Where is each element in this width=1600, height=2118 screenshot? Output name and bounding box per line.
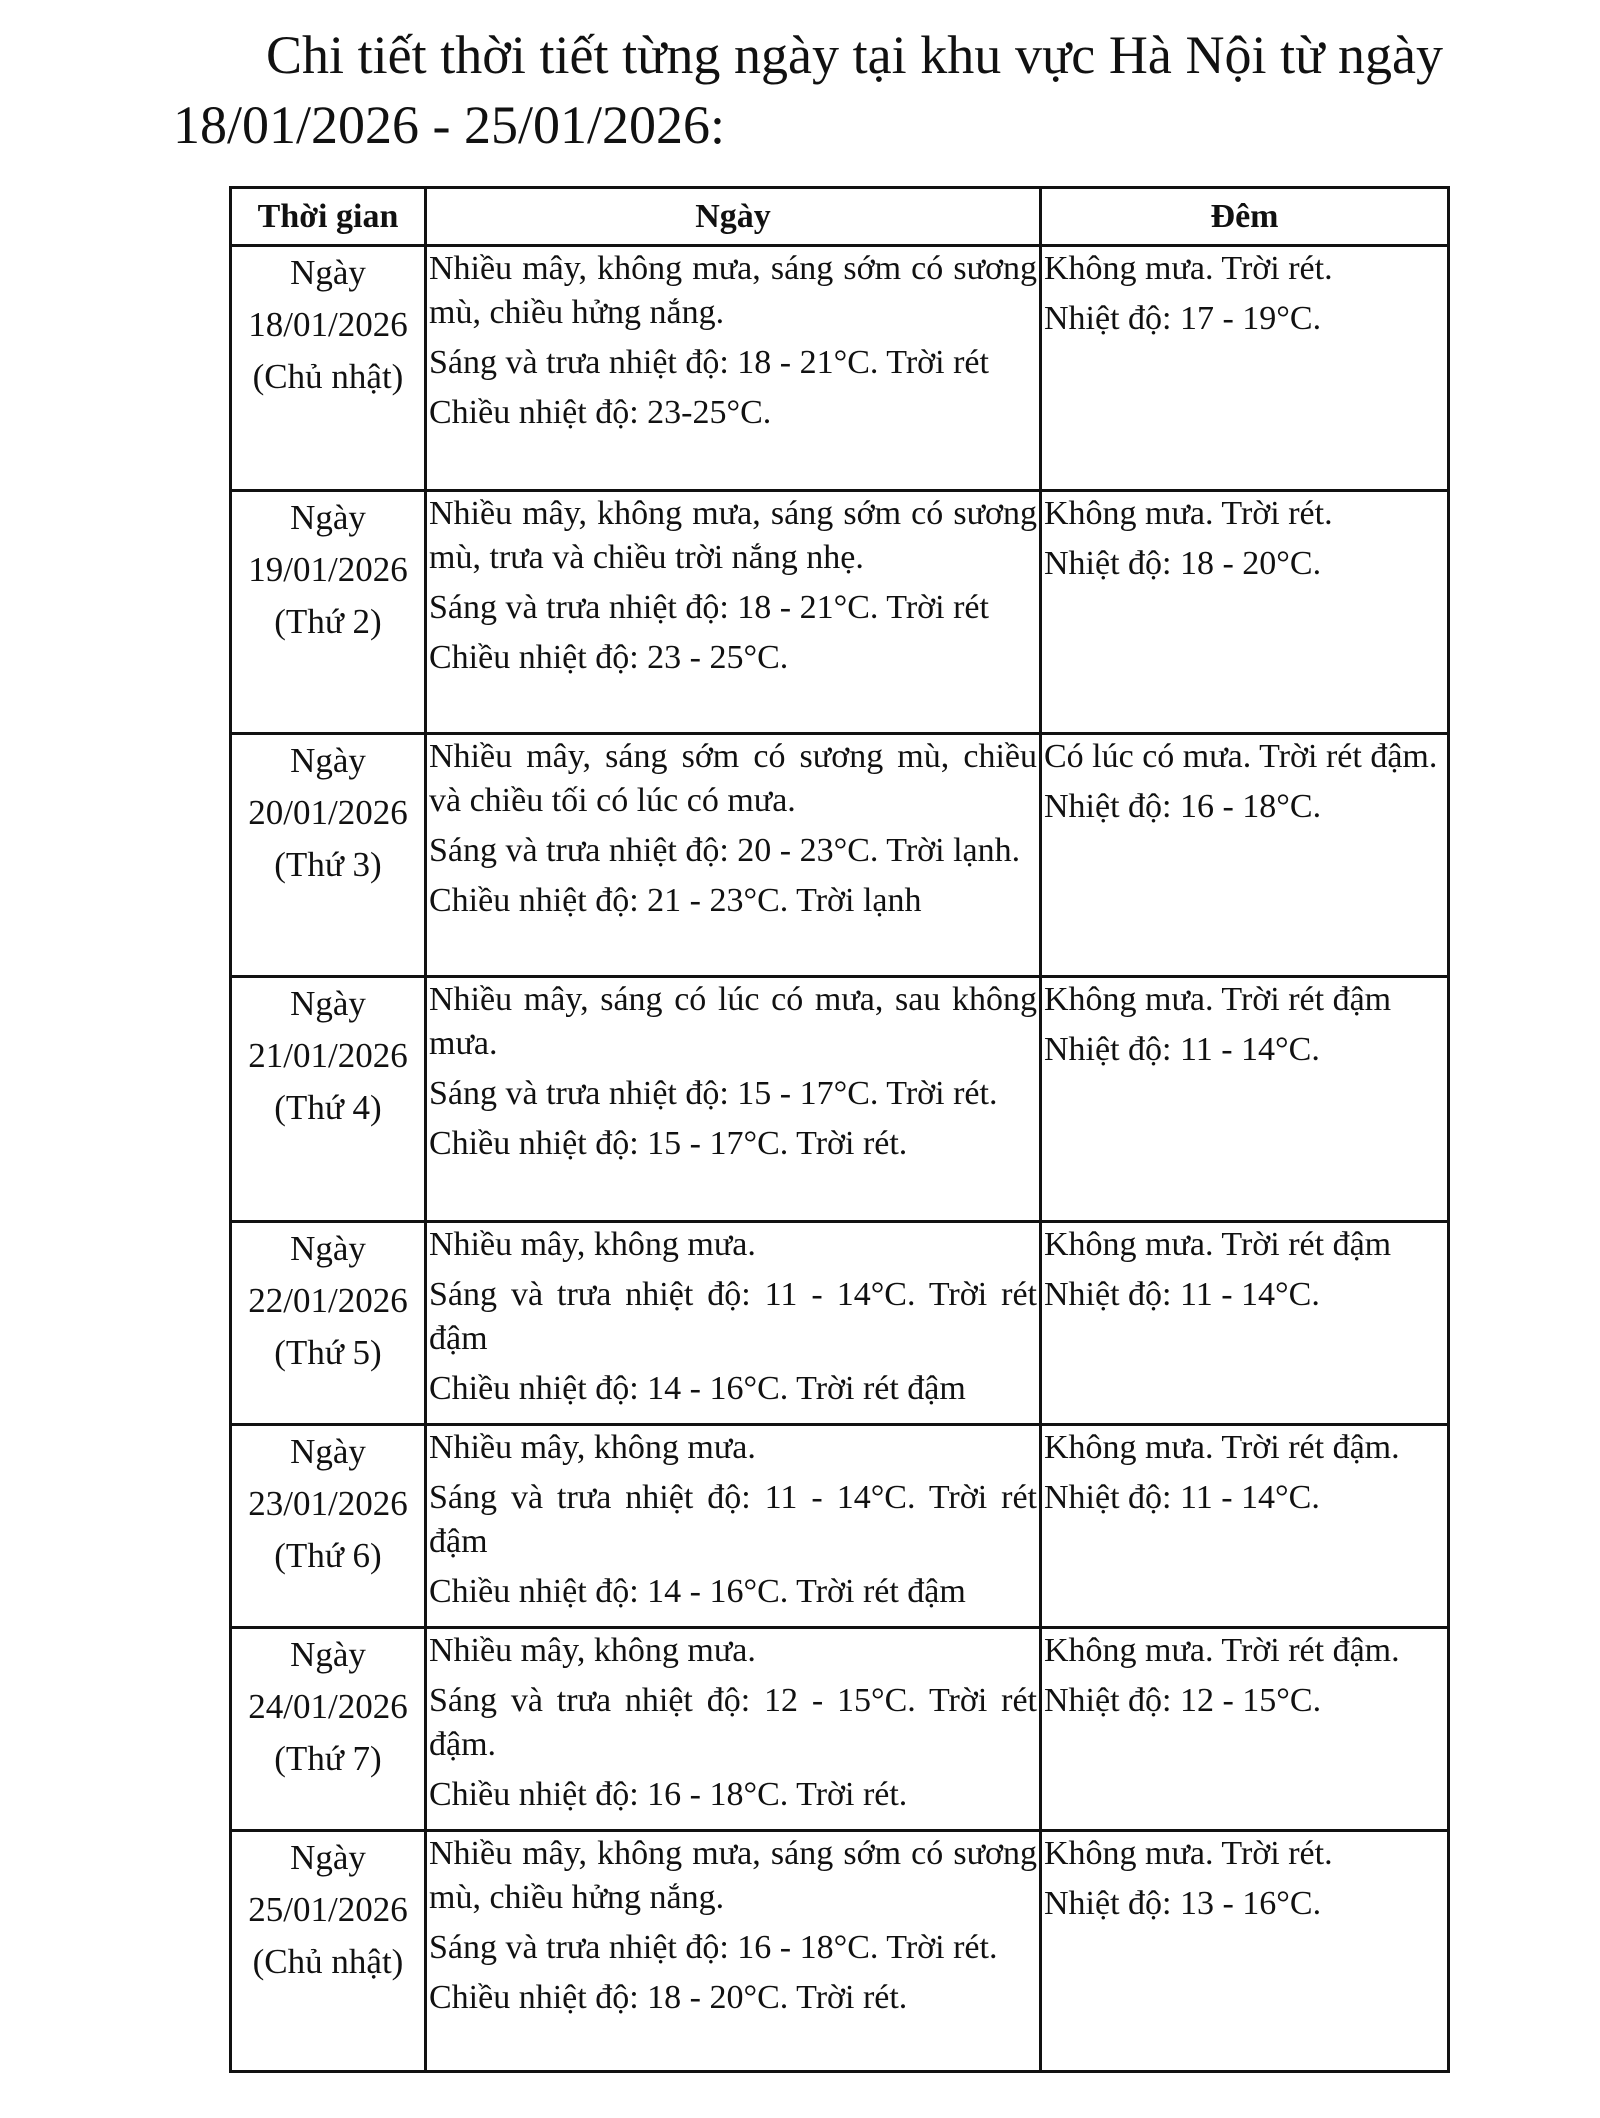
time-label: Ngày — [290, 741, 366, 780]
date-label: 23/01/2026 — [248, 1484, 408, 1523]
day-morning-temp: Sáng và trưa nhiệt độ: 16 - 18°C. Trời rét. — [429, 1929, 998, 1966]
time-cell — [231, 1628, 426, 1831]
night-cell — [1041, 1831, 1449, 2072]
day-morning-temp: Sáng và trưa nhiệt độ: 15 - 17°C. Trời rét. — [429, 1075, 998, 1112]
date-label: 19/01/2026 — [248, 550, 408, 589]
date-label: 22/01/2026 — [248, 1281, 408, 1320]
table-row — [231, 491, 1449, 734]
date-label: 18/01/2026 — [248, 305, 408, 344]
weekday-label: (Thứ 4) — [274, 1088, 382, 1127]
weekday-label: (Thứ 3) — [274, 845, 382, 884]
night-cell — [1041, 1628, 1449, 1831]
weekday-label: (Chủ nhật) — [252, 1942, 404, 1981]
day-cell — [426, 734, 1041, 977]
time-cell — [231, 1222, 426, 1425]
day-cell — [426, 1222, 1041, 1425]
night-cell — [1041, 734, 1449, 977]
night-cell — [1041, 1425, 1449, 1628]
day-cell — [426, 246, 1041, 491]
night-cell — [1041, 977, 1449, 1222]
weather-table — [229, 186, 1450, 2073]
time-cell — [231, 246, 426, 491]
night-cell — [1041, 1222, 1449, 1425]
night-temp: Nhiệt độ: 12 - 15°C. — [1044, 1682, 1322, 1719]
day-afternoon-temp: Chiều nhiệt độ: 23-25°C. — [429, 394, 772, 431]
day-cell — [426, 1831, 1041, 2072]
night-summary: Không mưa. Trời rét. — [1044, 495, 1333, 532]
table-row — [231, 1425, 1449, 1628]
day-summary: Nhiều mây, không mưa, sáng sớm có sương mù, chiều hửng nắng. — [429, 1835, 1037, 1916]
table-row — [231, 1222, 1449, 1425]
table-row — [231, 977, 1449, 1222]
day-summary: Nhiều mây, không mưa, sáng sớm có sương mù, trưa và chiều trời nắng nhẹ. — [429, 495, 1037, 576]
table-row — [231, 734, 1449, 977]
day-summary: Nhiều mây, không mưa. — [429, 1429, 756, 1466]
night-summary: Không mưa. Trời rét đậm — [1044, 981, 1392, 1018]
night-cell — [1041, 246, 1449, 491]
night-cell — [1041, 491, 1449, 734]
night-temp: Nhiệt độ: 17 - 19°C. — [1044, 300, 1322, 337]
weekday-label: (Thứ 6) — [274, 1536, 382, 1575]
weekday-label: (Chủ nhật) — [252, 357, 404, 396]
time-label: Ngày — [290, 1838, 366, 1877]
time-cell — [231, 491, 426, 734]
night-temp: Nhiệt độ: 11 - 14°C. — [1044, 1276, 1320, 1313]
time-cell — [231, 734, 426, 977]
night-temp: Nhiệt độ: 18 - 20°C. — [1044, 545, 1322, 582]
date-label: 24/01/2026 — [248, 1687, 408, 1726]
day-summary: Nhiều mây, không mưa. — [429, 1632, 756, 1669]
night-summary: Không mưa. Trời rét. — [1044, 1835, 1333, 1872]
header-day: Ngày — [426, 188, 1041, 246]
weekday-label: (Thứ 5) — [274, 1333, 382, 1372]
table-row — [231, 246, 1449, 491]
time-cell — [231, 1425, 426, 1628]
day-afternoon-temp: Chiều nhiệt độ: 14 - 16°C. Trời rét đậm — [429, 1370, 966, 1407]
date-label: 21/01/2026 — [248, 1036, 408, 1075]
day-summary: Nhiều mây, sáng sớm có sương mù, chiều và chiều tối có lúc có mưa. — [429, 738, 1037, 819]
night-temp: Nhiệt độ: 11 - 14°C. — [1044, 1031, 1320, 1068]
time-cell — [231, 1831, 426, 2072]
day-afternoon-temp: Chiều nhiệt độ: 14 - 16°C. Trời rét đậm — [429, 1573, 966, 1610]
night-summary: Không mưa. Trời rét. — [1044, 250, 1333, 287]
date-label: 20/01/2026 — [248, 793, 408, 832]
day-morning-temp: Sáng và trưa nhiệt độ: 12 - 15°C. Trời rét đậm. — [429, 1682, 1037, 1763]
day-afternoon-temp: Chiều nhiệt độ: 21 - 23°C. Trời lạnh — [429, 882, 922, 919]
time-label: Ngày — [290, 984, 366, 1023]
night-summary: Không mưa. Trời rét đậm — [1044, 1226, 1392, 1263]
night-summary: Không mưa. Trời rét đậm. — [1044, 1632, 1400, 1669]
weekday-label: (Thứ 7) — [274, 1739, 382, 1778]
header-night: Đêm — [1041, 188, 1449, 246]
night-summary: Có lúc có mưa. Trời rét đậm. — [1044, 738, 1438, 775]
date-label: 25/01/2026 — [248, 1890, 408, 1929]
table-row — [231, 1831, 1449, 2072]
day-afternoon-temp: Chiều nhiệt độ: 15 - 17°C. Trời rét. — [429, 1125, 908, 1162]
day-cell — [426, 1425, 1041, 1628]
day-summary: Nhiều mây, không mưa. — [429, 1226, 756, 1263]
day-morning-temp: Sáng và trưa nhiệt độ: 18 - 21°C. Trời rét — [429, 589, 989, 626]
time-label: Ngày — [290, 498, 366, 537]
header-time: Thời gian — [231, 188, 426, 246]
night-summary: Không mưa. Trời rét đậm. — [1044, 1429, 1400, 1466]
day-afternoon-temp: Chiều nhiệt độ: 16 - 18°C. Trời rét. — [429, 1776, 908, 1813]
time-label: Ngày — [290, 1229, 366, 1268]
document-heading: Chi tiết thời tiết từng ngày tại khu vực Hà Nội từ ngày 18/01/2026 - 25/01/2026: — [173, 25, 1443, 155]
day-morning-temp: Sáng và trưa nhiệt độ: 20 - 23°C. Trời lạnh. — [429, 832, 1021, 869]
day-cell — [426, 491, 1041, 734]
night-temp: Nhiệt độ: 11 - 14°C. — [1044, 1479, 1320, 1516]
table-header-row — [231, 188, 1449, 246]
day-morning-temp: Sáng và trưa nhiệt độ: 11 - 14°C. Trời rét đậm — [429, 1479, 1037, 1560]
table-row — [231, 1628, 1449, 1831]
time-label: Ngày — [290, 1432, 366, 1471]
weekday-label: (Thứ 2) — [274, 602, 382, 641]
night-temp: Nhiệt độ: 13 - 16°C. — [1044, 1885, 1322, 1922]
day-cell — [426, 1628, 1041, 1831]
day-morning-temp: Sáng và trưa nhiệt độ: 18 - 21°C. Trời rét — [429, 344, 989, 381]
day-summary: Nhiều mây, không mưa, sáng sớm có sương mù, chiều hửng nắng. — [429, 250, 1037, 331]
night-temp: Nhiệt độ: 16 - 18°C. — [1044, 788, 1322, 825]
day-morning-temp: Sáng và trưa nhiệt độ: 11 - 14°C. Trời rét đậm — [429, 1276, 1037, 1357]
time-cell — [231, 977, 426, 1222]
day-summary: Nhiều mây, sáng có lúc có mưa, sau không mưa. — [429, 981, 1037, 1062]
time-label: Ngày — [290, 253, 366, 292]
day-afternoon-temp: Chiều nhiệt độ: 23 - 25°C. — [429, 639, 789, 676]
day-afternoon-temp: Chiều nhiệt độ: 18 - 20°C. Trời rét. — [429, 1979, 908, 2016]
day-cell — [426, 977, 1041, 1222]
time-label: Ngày — [290, 1635, 366, 1674]
